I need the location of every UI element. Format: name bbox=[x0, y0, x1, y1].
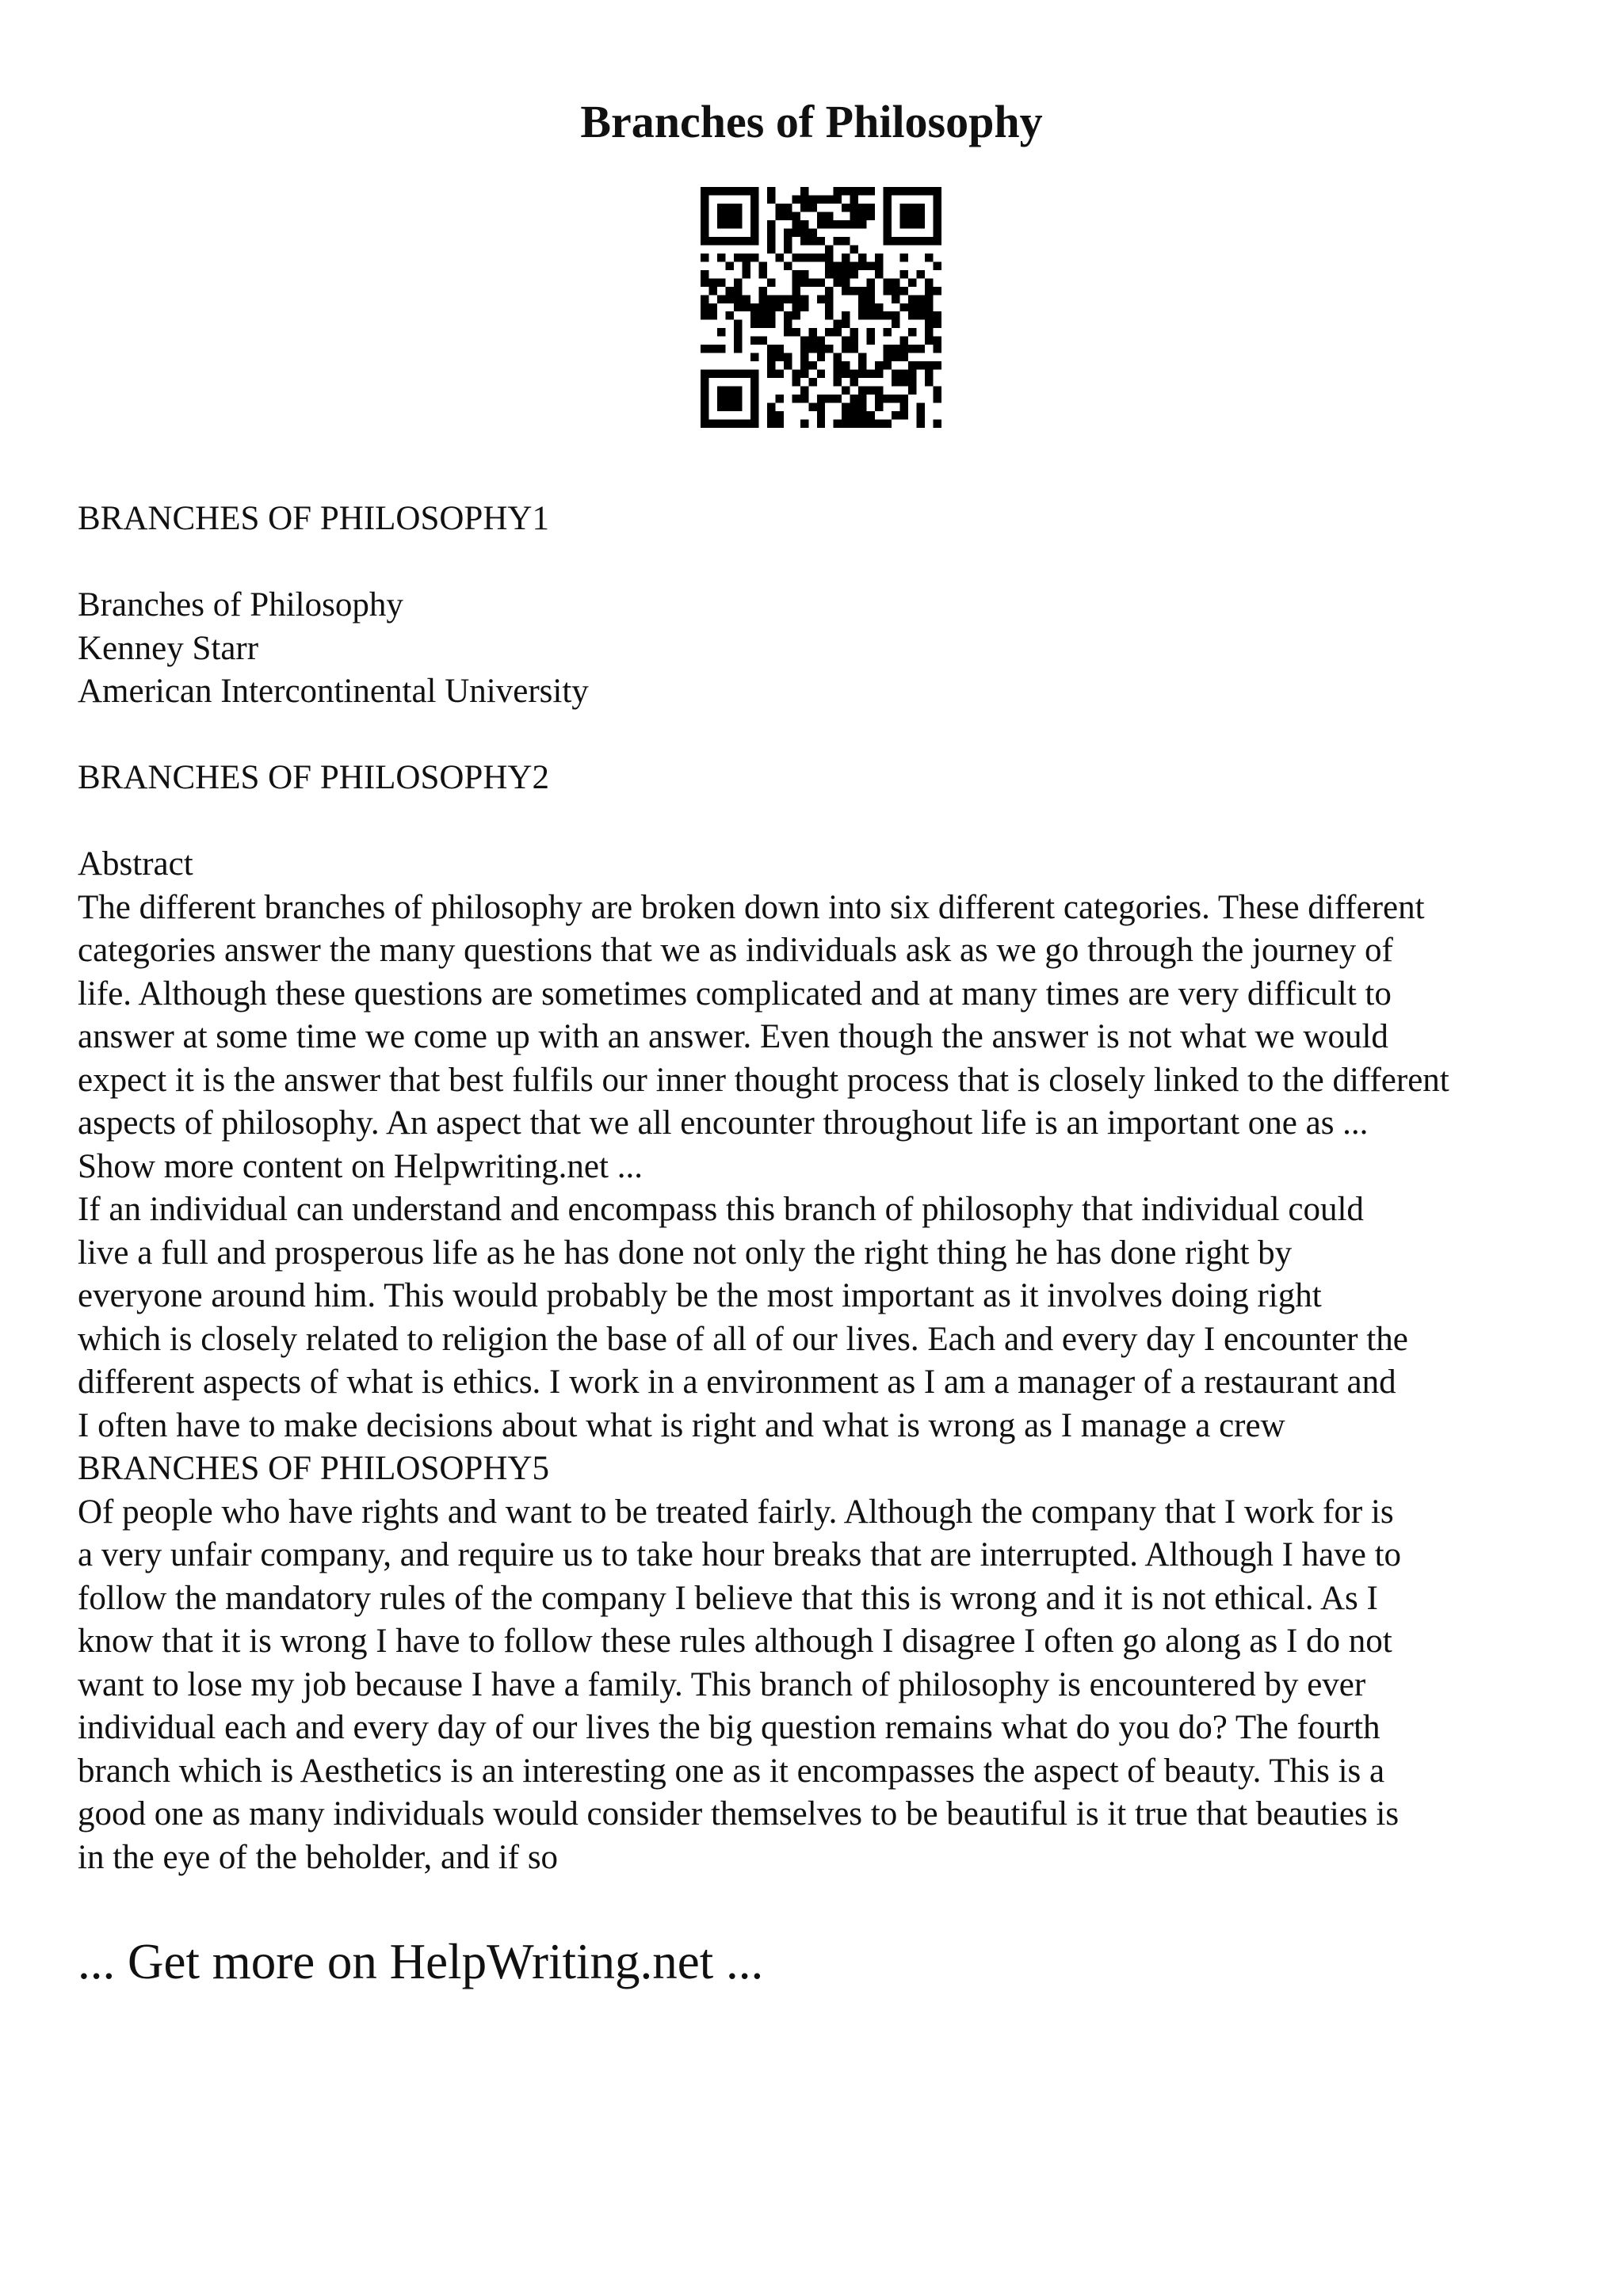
text-line: BRANCHES OF PHILOSOPHY5 bbox=[78, 1450, 549, 1487]
paragraph-gap bbox=[78, 714, 1583, 757]
text-line: BRANCHES OF PHILOSOPHY1 bbox=[78, 500, 549, 537]
text-line: everyone around him. This would probably be the most important as it involves doing right bbox=[78, 1277, 1322, 1314]
text-line: individual each and every day of our lives the big question remains what do you do? The fourth bbox=[78, 1709, 1381, 1746]
text-line: Show more content on Helpwriting.net ... bbox=[78, 1147, 643, 1185]
text-line: different aspects of what is ethics. I work in a environment as I am a manager of a restaurant and bbox=[78, 1363, 1396, 1401]
text-line: expect it is the answer that best fulfils our inner thought process that is closely linked to the different bbox=[78, 1061, 1449, 1099]
text-line: I often have to make decisions about what is right and what is wrong as I manage a crew bbox=[78, 1406, 1285, 1444]
text-line: know that it is wrong I have to follow these rules although I disagree I often go along as I do not bbox=[78, 1623, 1392, 1660]
text-line: Of people who have rights and want to be treated fairly. Although the company that I work for is bbox=[78, 1493, 1394, 1531]
text-line: American Intercontinental University bbox=[78, 673, 589, 710]
qr-code-icon[interactable] bbox=[701, 187, 941, 428]
text-line: live a full and prosperous life as he has done not only the right thing he has done right by bbox=[78, 1234, 1293, 1272]
paragraph-gap bbox=[78, 800, 1583, 844]
get-more-link[interactable]: ... Get more on HelpWriting.net ... bbox=[78, 1934, 764, 1989]
text-line: good one as many individuals would consider themselves to be beautiful is it true that beauties is bbox=[78, 1795, 1400, 1833]
text-line: which is closely related to religion the base of all of our lives. Each and every day I encounter the bbox=[78, 1320, 1408, 1358]
text-line: a very unfair company, and require us to take hour breaks that are interrupted. Although I have to bbox=[78, 1536, 1402, 1573]
text-line: categories answer the many questions that we as individuals ask as we go through the journey of bbox=[78, 932, 1393, 969]
text-line: Abstract bbox=[78, 845, 193, 883]
text-line: life. Although these questions are sometimes complicated and at many times are very difficult to bbox=[78, 974, 1392, 1013]
text-line: aspects of philosophy. An aspect that we all encounter throughout life is an important one as ... bbox=[78, 1104, 1369, 1142]
text-line: want to lose my job because I have a family. This branch of philosophy is encountered by ever bbox=[78, 1665, 1366, 1703]
text-line: in the eye of the beholder, and if so bbox=[78, 1838, 559, 1876]
text-line: Branches of Philosophy bbox=[78, 586, 403, 624]
text-line: If an individual can understand and encompass this branch of philosophy that individual could bbox=[78, 1191, 1364, 1228]
document-body bbox=[78, 498, 1583, 1879]
text-line: branch which is Aesthetics is an interesting one as it encompasses the aspect of beauty. This is a bbox=[78, 1752, 1385, 1790]
text-line: BRANCHES OF PHILOSOPHY2 bbox=[78, 759, 549, 796]
text-line: The different branches of philosophy are broken down into six different categories. These different bbox=[78, 888, 1425, 926]
text-line: answer at some time we come up with an answer. Even though the answer is not what we would bbox=[78, 1018, 1388, 1055]
document-title: Branches of Philosophy bbox=[580, 96, 1043, 147]
text-line: follow the mandatory rules of the company I believe that this is wrong and it is not ethical. As I bbox=[78, 1579, 1378, 1617]
text-line: Kenney Starr bbox=[78, 629, 259, 667]
paragraph-gap bbox=[78, 541, 1583, 585]
